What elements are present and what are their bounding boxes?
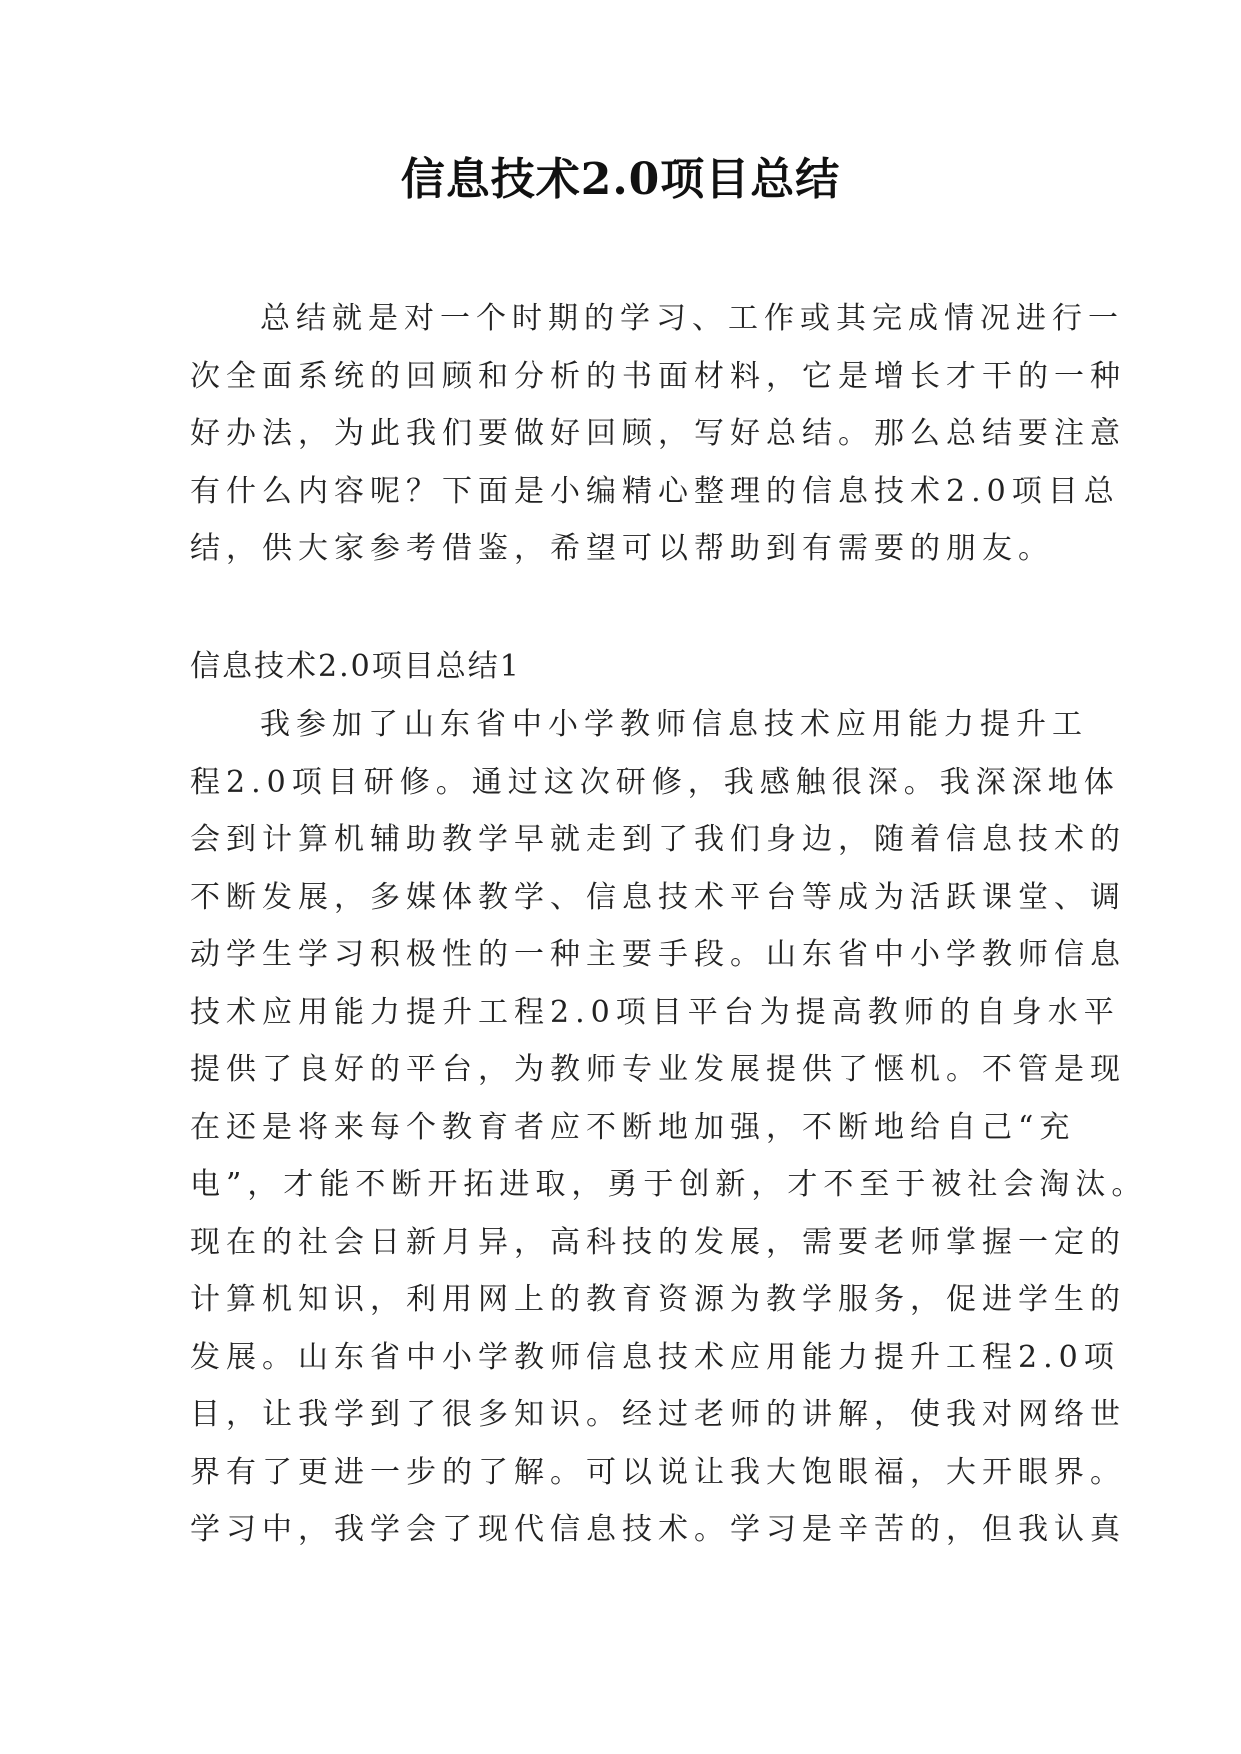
intro-paragraph xyxy=(190,290,1126,578)
section-line: 动学生学习积极性的一种主要手段。山东省中小学教师信息 xyxy=(190,937,1126,972)
intro-line: 总结就是对一个时期的学习、工作或其完成情况进行一 xyxy=(260,301,1124,336)
section-line: 技术应用能力提升工程2.0项目平台为提高教师的自身水平 xyxy=(190,994,1120,1030)
section-line: 发展。山东省中小学教师信息技术应用能力提升工程2.0项 xyxy=(190,1339,1120,1375)
section-line: 界有了更进一步的了解。可以说让我大饱眼福，大开眼界。 xyxy=(190,1454,1126,1490)
section-line: 我参加了山东省中小学教师信息技术应用能力提升工 xyxy=(260,707,1088,742)
document-title: 信息技术2.0项目总结 xyxy=(400,154,841,205)
section-line: 程2.0项目研修。通过这次研修，我感触很深。我深深地体 xyxy=(190,764,1120,800)
section-heading: 信息技术2.0项目总结1 xyxy=(190,649,521,684)
section-line: 会到计算机辅助教学早就走到了我们身边，随着信息技术的 xyxy=(190,822,1126,857)
intro-line: 次全面系统的回顾和分析的书面材料，它是增长才干的一种 xyxy=(190,358,1126,394)
intro-line: 好办法，为此我们要做好回顾，写好总结。那么总结要注意 xyxy=(190,416,1126,451)
section-line: 学习中，我学会了现代信息技术。学习是辛苦的，但我认真 xyxy=(190,1512,1126,1547)
intro-line: 有什么内容呢？下面是小编精心整理的信息技术2.0项目总 xyxy=(190,473,1120,509)
section-line: 电”，才能不断开拓进取，勇于创新，才不至于被社会淘汰。 xyxy=(190,1167,1148,1202)
section-line: 在还是将来每个教育者应不断地加强，不断地给自己“充 xyxy=(190,1109,1076,1145)
section-line: 提供了良好的平台，为教师专业发展提供了惬机。不管是现 xyxy=(190,1052,1126,1087)
section-line: 现在的社会日新月异，高科技的发展，需要老师掌握一定的 xyxy=(190,1224,1126,1260)
section-line: 不断发展，多媒体教学、信息技术平台等成为活跃课堂、调 xyxy=(190,879,1126,915)
section-paragraph xyxy=(190,696,1148,1559)
intro-line: 结，供大家参考借鉴，希望可以帮助到有需要的朋友。 xyxy=(190,531,1054,566)
section-line: 计算机知识，利用网上的教育资源为教学服务，促进学生的 xyxy=(190,1282,1126,1317)
section-line: 目，让我学到了很多知识。经过老师的讲解，使我对网络世 xyxy=(190,1397,1126,1432)
